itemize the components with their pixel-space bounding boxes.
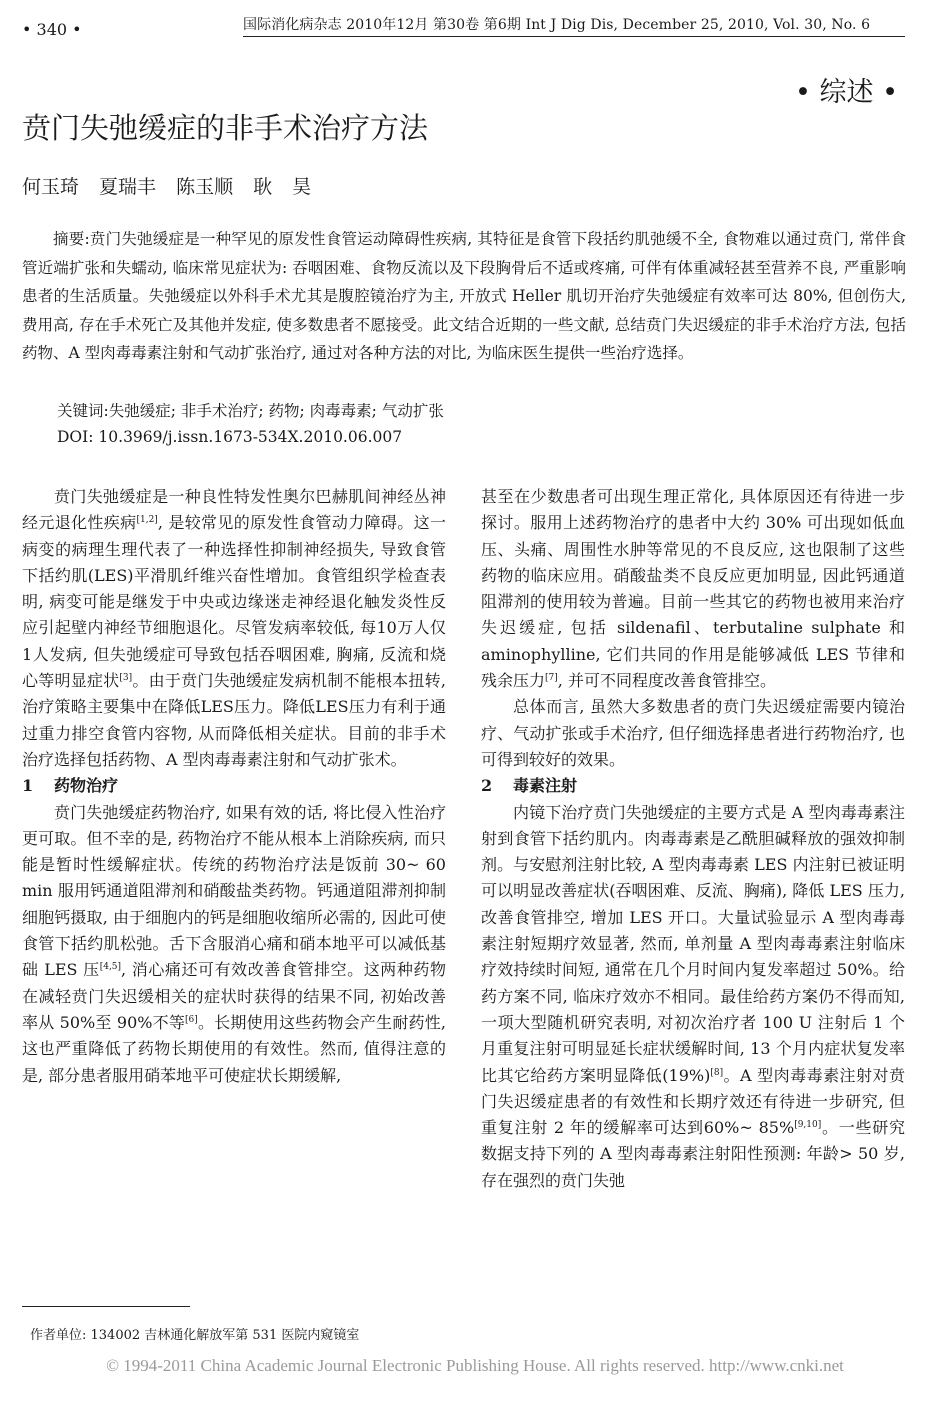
text-run: 贲门失弛缓症药物治疗, 如果有效的话, 将比侵入性治疗更可取。但不幸的是, 药物治疗不能从根本上消除疾病, 而只能是暂时性缓解症状。传统的药物治疗法是饭前 30~ 60 min 服用钙通道阻滞剂和硝酸盐类药物。钙通道阻滞剂抑制细胞钙摄取, 由于细胞内的钙是细胞收缩所必需的, 因此可使食管下括约肌松弛。舌下含服消心痛和硝本地平可以减低基础 LES 压	[22, 802, 446, 980]
abstract-text: 贲门失弛缓症是一种罕见的原发性食管运动障碍性疾病, 其特征是食管下段括约肌弛缓不全, 食物难以通过贲门, 常伴食管近端扩张和失蠕动, 临床常见症状为: 吞咽困难、食物反流以及下段胸骨后不适或疼痛, 可伴有体重减轻甚至营养不良, 严重影响患者的生活质量。失弛缓症以外科手术尤其是腹腔镜治疗为主, 开放式 Heller 肌切开治疗失弛缓症有效率可达 80%, 但创伤大, 费用高, 存在手术死亡及其他并发症, 使多数患者不愿接受。此文结合近期的一些文献, 总结贲门失迟缓症的非手术治疗方法, 包括药物、A 型肉毒毒素注射和气动扩张治疗, 通过对各种方法的对比, 为临床医生提供一些治疗选择。	[22, 230, 906, 362]
footnote-rule	[22, 1306, 190, 1307]
citation: [9,10]	[794, 1120, 822, 1131]
text-run: 。A 型肉毒毒素注射对贲门失迟缓症患者的有效性和长期疗效还有待进一步研究, 但重复注射 2 年的缓解率可达到60%~ 85%	[481, 1065, 905, 1138]
doi-value: 10.3969/j.issn.1673-534X.2010.06.007	[98, 428, 403, 446]
section-label: • 综述 •	[795, 77, 899, 108]
citation: [4,5]	[99, 962, 122, 973]
summary-paragraph: 总体而言, 虽然大多数患者的贲门失迟缓症需要内镜治疗、气动扩张或手术治疗, 但仔细选择患者进行药物治疗, 也可得到较好的效果。	[481, 697, 905, 769]
section-title: 毒素注射	[513, 776, 578, 796]
drug-therapy-continued	[481, 484, 905, 694]
text-run: , 是较常见的原发性食管动力障碍。这一病变的病理生理代表了一种选择性抑制神经损失, 导致食管下括约肌(LES)平滑肌纤维兴奋性增加。食管组织学检查表明, 病变可能是继发于中央或边缘迷走神经退化触发炎性反应引起壁内神经节细胞退化。尽管发病率较低, 每10万人仅1人发病, 但失弛缓症可导致包括吞咽困难, 胸痛, 反流和烧心等明显症状	[22, 513, 446, 691]
citation: [7]	[545, 673, 558, 684]
body-column-left	[22, 484, 446, 1089]
keywords-text: 失弛缓症; 非手术治疗; 药物; 肉毒毒素; 气动扩张	[108, 402, 444, 420]
abstract-label: 摘要:	[53, 230, 90, 248]
toxin-injection-paragraph	[481, 800, 905, 1194]
text-run: 。一些研究数据支持下列的 A 型肉毒毒素注射阳性预测: 年龄> 50 岁, 存在强烈的贲门失弛	[481, 1118, 905, 1190]
intro-paragraph	[22, 484, 446, 773]
text-run: 。长期使用这些药物会产生耐药性, 这也严重降低了药物长期使用的有效性。然而, 值得注意的是, 部分患者服用硝苯地平可使症状长期缓解,	[22, 1012, 446, 1085]
authors: 何玉琦 夏瑞丰 陈玉顺 耿 昊	[22, 176, 312, 198]
text-run: 。由于贲门失弛缓症发病机制不能根本扭转, 治疗策略主要集中在降低LES压力。降低LES压力有利于通过重力排空食管内容物, 从而降低相关症状。目前的非手术治疗选择包括药物、A 型肉毒毒素注射和气动扩张术。	[22, 671, 446, 769]
section-number: 2	[481, 776, 493, 796]
author-affiliation-footnote: 作者单位: 134002 吉林通化解放军第 531 医院内窥镜室	[30, 1328, 360, 1343]
keywords-label: 关键词:	[57, 402, 109, 420]
copyright-watermark: © 1994-2011 China Academic Journal Electronic Publishing House. All rights reserved. http://www.cnki.net	[106, 1356, 844, 1375]
citation: [1,2]	[136, 515, 158, 526]
text-run: , 消心痛还可有效改善食管排空。这两种药物在减轻贲门失迟缓相关的症状时获得的结果不同, 初始改善率从 50%至 90%不等	[22, 960, 446, 1032]
keywords	[57, 399, 444, 421]
doi-label: DOI:	[57, 428, 94, 446]
text-run: , 并可不同程度改善食管排空。	[557, 671, 776, 691]
drug-therapy-paragraph	[22, 800, 446, 1089]
text-run: 贲门失弛缓症是一种良性特发性奥尔巴赫肌间神经丛神经元退化性疾病	[22, 487, 446, 533]
section-heading-2	[481, 773, 905, 799]
abstract	[22, 225, 906, 368]
section-heading-1	[22, 773, 446, 799]
journal-header: 国际消化病杂志 2010年12月 第30卷 第6期 Int J Dig Dis, December 25, 2010, Vol. 30, No. 6	[243, 17, 871, 33]
header-rule	[243, 36, 905, 37]
section-number: 1	[22, 776, 34, 796]
text-run: 内镜下治疗贲门失弛缓症的主要方式是 A 型肉毒毒素注射到食管下括约肌内。肉毒毒素是乙酰胆碱释放的强效抑制剂。与安慰剂注射比较, A 型肉毒毒素 LES 内注射已被证明可以明显改善症状(吞咽困难、反流、胸痛), 降低 LES 压力, 改善食管排空, 增加 LES 开口。大量试验显示 A 型肉毒毒素注射短期疗效显著, 然而, 单剂量 A 型肉毒毒素注射临床疗效持续时间短, 通常在几个月时间内复发率超过 50%。给药方案不同, 临床疗效亦不相同。最佳给药方案仍不得而知, 一项大型随机研究表明, 对初次治疗者 100 U 注射后 1 个月重复注射可明显延长症状缓解时间, 13 个月内症状复发率比其它给药方案明显降低(19%)	[481, 802, 905, 1085]
page-number: • 340 •	[22, 20, 82, 39]
article-title: 贲门失弛缓症的非手术治疗方法	[22, 111, 429, 145]
body-column-right	[481, 484, 905, 1194]
citation: [8]	[710, 1067, 724, 1078]
section-title: 药物治疗	[54, 776, 119, 796]
text-run: 甚至在少数患者可出现生理正常化, 具体原因还有待进一步探讨。服用上述药物治疗的患者中大约 30% 可出现如低血压、头痛、周围性水肿等常见的不良反应, 这也限制了这些药物的临床应用。硝酸盐类不良反应更加明显, 因此钙通道阻滞剂的使用较为普遍。目前一些其它的药物也被用来治疗失迟缓症, 包括 sildenafil、terbutaline sulphate 和 aminophylline, 它们共同的作用是能够减低 LES 节律和残余压力	[481, 487, 905, 691]
citation: [3]	[119, 673, 133, 684]
citation: [6]	[185, 1014, 198, 1025]
doi	[57, 428, 402, 446]
